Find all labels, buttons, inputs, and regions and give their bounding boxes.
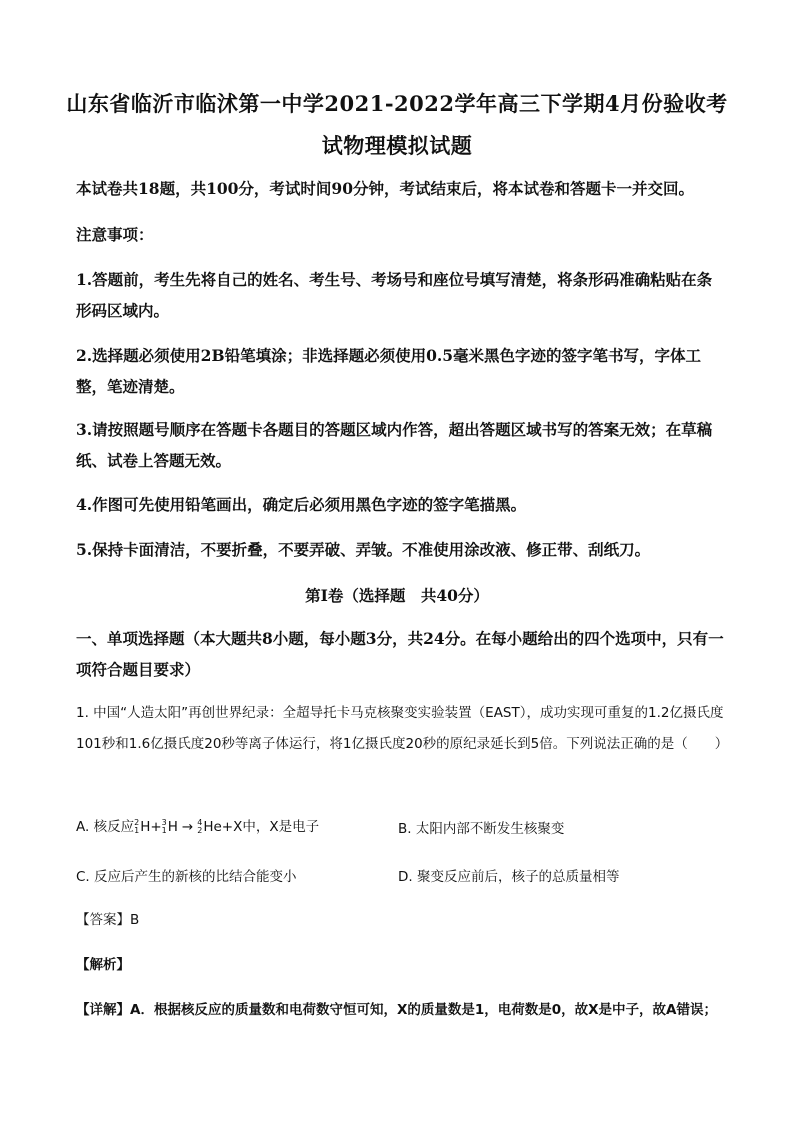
notice-item-1: 1.答题前，考生先将自己的姓名、考生号、考场号和座位号填写清楚，将条形码准确粘贴在条形码区域内。 [76,270,713,320]
analysis-label: 【解析】 [76,957,130,973]
arrow-sign: → [181,819,194,835]
answer-label: 【答案】B [76,912,140,928]
exam-title-line2: 试物理模拟试题 [321,133,473,158]
option-a-prefix: A. 核反应 [76,819,135,835]
detail-text: 【详解】A．根据核反应的质量数和电荷数守恒可知，X的质量数是1，电荷数是0，故X是中子，故A错误； [76,1002,717,1018]
question-1-option-b: B. 太阳内部不断发生核聚变 [398,821,565,837]
question-1-option-c: C. 反应后产生的新核的比结合能变小 [76,869,297,885]
nuclide-he4: 4 2 He+X [197,818,243,835]
exam-intro: 本试卷共18题，共100分，考试时间90分钟，考试结束后，将本试卷和答题卡一并交回。 [76,179,694,198]
nuclide-h2: 2 1 H [134,818,151,835]
exam-title-line1: 山东省临沂市临沭第一中学2021-2022学年高三下学期4月份验收考 [66,91,728,116]
notice-item-3: 3.请按照题号顺序在答题卡各题目的答题区域内作答，超出答题区域书写的答案无效；在草稿纸、试卷上答题无效。 [76,420,713,470]
section-title: 第Ⅰ卷（选择题 共40分） [305,586,489,605]
notice-item-4: 4.作图可先使用铅笔画出，确定后必须用黑色字迹的签字笔描黑。 [76,495,527,514]
plus-sign: + [150,819,162,835]
question-1-stem: 1. 中国“人造太阳”再创世界纪录：全超导托卡马克核聚变实验装置（EAST），成功实现可重复的1.2亿摄氏度101秒和1.6亿摄氏度20秒等离子体运行，将1亿摄氏度20秒的原纪录延长到5倍。下列说法正确的是（ ） [76,705,729,752]
question-1-option-a [76,815,319,835]
nuclide-h3: 3 1 H [161,818,178,835]
part-heading: 一、单项选择题（本大题共8小题，每小题3分，共24分。在每小题给出的四个选项中，只有一项符合题目要求） [76,629,724,679]
question-1-option-d: D. 聚变反应前后，核子的总质量相等 [398,869,620,885]
notice-item-5: 5.保持卡面清洁，不要折叠，不要弄破、弄皱。不准使用涂改液、修正带、刮纸刀。 [76,540,651,559]
notice-heading: 注意事项： [76,225,154,244]
notice-item-2: 2.选择题必须使用2B铅笔填涂；非选择题必须使用0.5毫米黑色字迹的签字笔书写，字体工整，笔迹清楚。 [76,346,702,396]
option-a-suffix: 中，X是电子 [242,819,320,835]
